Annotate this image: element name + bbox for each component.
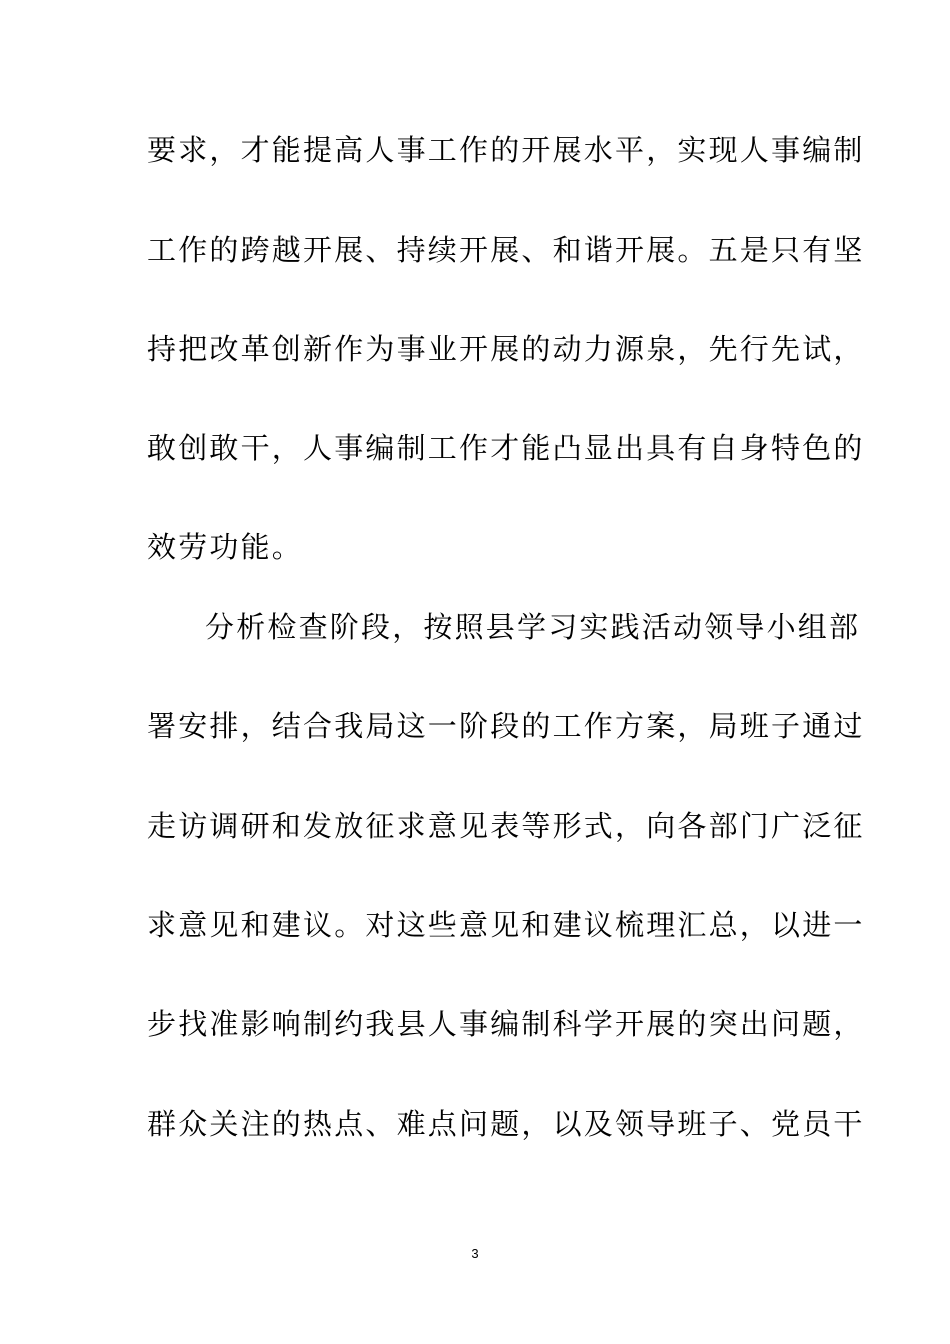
paragraph-line: 步找准影响制约我县人事编制科学开展的突出问题， — [147, 1007, 865, 1041]
page-number: 3 — [471, 1246, 479, 1261]
paragraph-line: 工作的跨越开展、持续开展、和谐开展。五是只有坚 — [147, 233, 865, 267]
paragraph-line: 群众关注的热点、难点问题，以及领导班子、党员干 — [147, 1107, 865, 1141]
paragraph-line: 敢创敢干，人事编制工作才能凸显出具有自身特色的 — [147, 431, 865, 465]
paragraph-line: 效劳功能。 — [147, 530, 304, 564]
paragraph-line: 要求，才能提高人事工作的开展水平，实现人事编制 — [147, 133, 865, 167]
paragraph-line: 求意见和建议。对这些意见和建议梳理汇总，以进一 — [147, 908, 865, 942]
paragraph-line: 署安排，结合我局这一阶段的工作方案，局班子通过 — [147, 709, 865, 743]
paragraph-line: 持把改革创新作为事业开展的动力源泉，先行先试， — [147, 332, 865, 366]
paragraph-line: 走访调研和发放征求意见表等形式，向各部门广泛征 — [147, 809, 865, 843]
paragraph-first-line: 分析检查阶段，按照县学习实践活动领导小组部 — [205, 610, 861, 644]
